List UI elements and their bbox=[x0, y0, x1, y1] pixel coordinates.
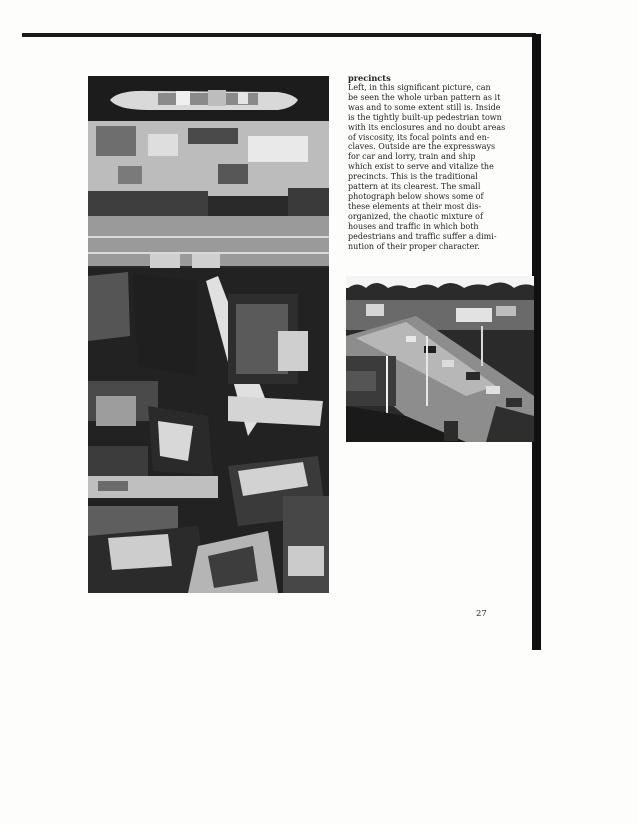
caption-line: was and to some extent still is. Inside bbox=[348, 102, 501, 112]
caption-line: pattern at its clearest. The small bbox=[348, 182, 481, 192]
caption-line: Left, in this significant picture, can bbox=[348, 83, 491, 92]
caption-line: for car and lorry, train and ship bbox=[348, 152, 476, 162]
caption bbox=[348, 73, 534, 251]
caption-line: is the tightly built-up pedestrian town bbox=[348, 112, 502, 122]
caption-line: houses and traffic in which both bbox=[348, 221, 479, 231]
caption-line: be seen the whole urban pattern as it bbox=[348, 92, 501, 102]
aerial-town-photo bbox=[88, 76, 329, 593]
caption-line: organized, the chaotic mixture of bbox=[348, 211, 483, 221]
caption-line: with its enclosures and no doubt areas bbox=[348, 122, 506, 132]
caption-line: these elements at their most dis- bbox=[348, 201, 482, 211]
page-number: 27 bbox=[476, 609, 487, 619]
caption-line: nution of their proper character. bbox=[348, 241, 480, 251]
caption-heading: precincts bbox=[348, 73, 391, 83]
caption-line: precincts. This is the traditional bbox=[348, 172, 478, 182]
top-rule bbox=[22, 33, 536, 37]
caption-line: of viscosity, its focal points and en- bbox=[348, 132, 490, 142]
caption-line: claves. Outside are the expressways bbox=[348, 142, 496, 152]
caption-line: pedestrians and traffic suffer a dimi- bbox=[348, 231, 497, 241]
caption-line: photograph below shows some of bbox=[348, 191, 484, 201]
street-traffic-photo bbox=[346, 276, 534, 442]
caption-line: which exist to serve and vitalize the bbox=[348, 162, 494, 172]
